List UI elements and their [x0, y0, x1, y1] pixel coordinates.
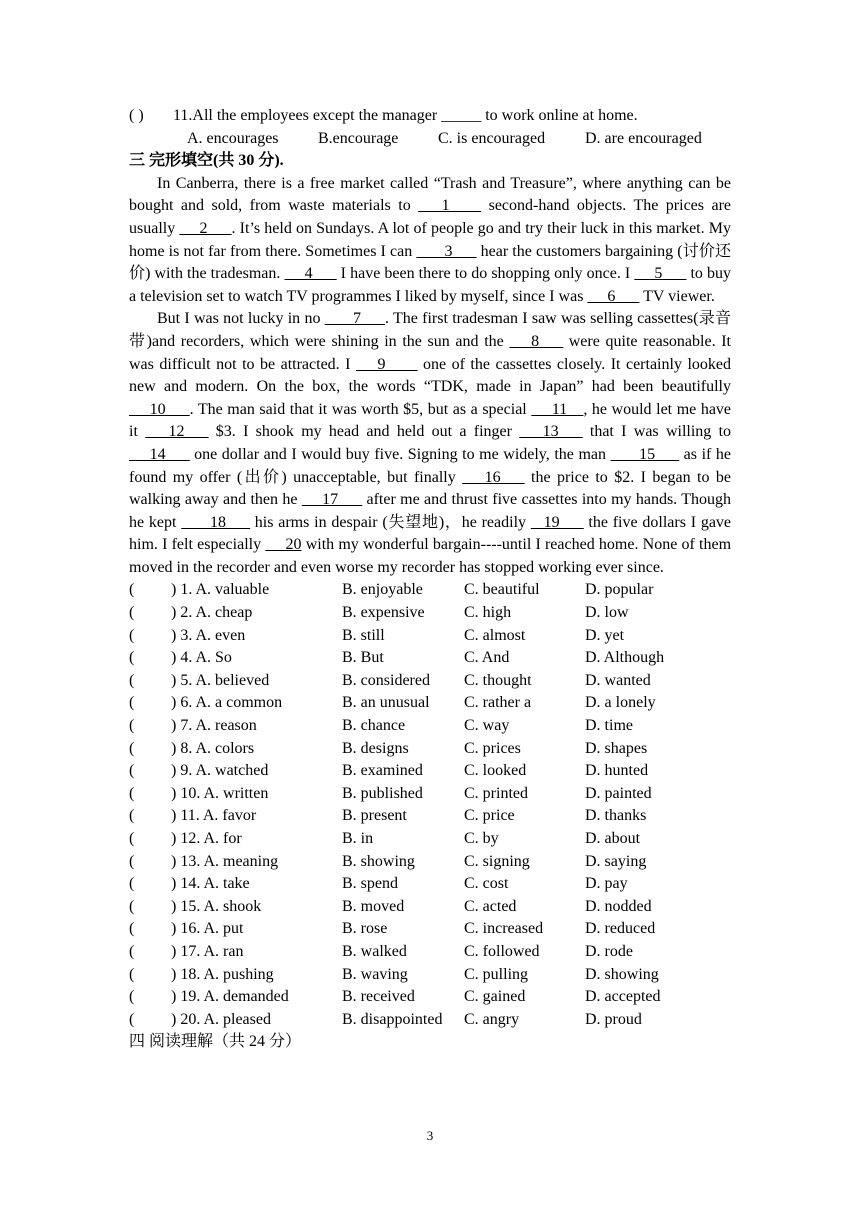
passage-text: with my wonderful bargain----until I reached home. None of them moved in the recorder and even worse my recorder has stopped working ever since.	[129, 536, 732, 576]
option-a-text: A. even	[195, 626, 246, 644]
answer-paren: (	[129, 581, 135, 599]
answer-paren: (	[129, 942, 135, 960]
option-b: B. rose	[342, 920, 388, 938]
answer-paren: (	[129, 717, 135, 735]
option-d: D. wanted	[585, 671, 651, 689]
option-c: C. way	[464, 717, 510, 735]
option-b: B. spend	[342, 875, 398, 893]
cloze-blank: __11__	[531, 400, 584, 418]
option-c: C. signing	[464, 852, 530, 870]
option-a: ) 1. A. valuable	[171, 581, 270, 599]
question-number: 5	[180, 671, 189, 689]
option-a-text: A. pleased	[203, 1010, 271, 1028]
passage-text: second-hand objects. The prices are usually	[129, 197, 732, 237]
passage-text: his arms in despair (失望地)，he readily	[250, 513, 531, 531]
question-number: 18	[180, 965, 197, 983]
option-a: ) 10. A. written	[171, 784, 269, 802]
cloze-blank: _19___	[530, 513, 584, 531]
cloze-blank: __4___	[284, 265, 337, 283]
passage-text: , he would let me have it	[129, 400, 732, 441]
option-a: ) 7. A. reason	[171, 717, 257, 735]
question-row	[129, 896, 731, 919]
passage-text: . The man said that it was worth $5, but as a special	[189, 400, 532, 418]
question-row	[129, 851, 731, 874]
cloze-blank: __5___	[634, 265, 687, 283]
option-b: B. still	[342, 626, 385, 644]
cloze-blank: __2___	[179, 219, 232, 237]
option-a-text: A. colors	[195, 739, 255, 757]
option-a: ) 8. A. colors	[171, 739, 255, 757]
passage-text: I have been there to do shopping only once. I	[336, 265, 635, 283]
option-c: C. high	[464, 604, 512, 622]
answer-paren: (	[129, 604, 135, 622]
question-row	[129, 647, 731, 670]
option-c: C. prices	[464, 739, 521, 757]
question-number: 3	[180, 626, 189, 644]
answer-paren: (	[129, 1010, 135, 1028]
question-row	[129, 692, 731, 715]
answer-paren: (	[129, 694, 135, 712]
option-a: ) 17. A. ran	[171, 942, 244, 960]
answer-paren: (	[129, 671, 135, 689]
question-11-options	[129, 128, 731, 151]
option-a: ) 4. A. So	[171, 649, 232, 667]
question-11-grammar	[129, 105, 731, 128]
option-a-text: A. meaning	[203, 852, 279, 870]
option-b: B. in	[342, 830, 374, 847]
option-c: C. is encouraged	[438, 129, 546, 147]
cloze-blank: ___18___	[181, 513, 251, 531]
answer-paren: (	[129, 897, 135, 915]
passage-text: one of the cassettes closely. It certainly looked new and modern. On the box, the words “TDK, made in Japan” had been beautifully	[129, 355, 731, 396]
option-a-text: A. demanded	[203, 988, 289, 1006]
option-c: C. acted	[464, 897, 517, 915]
option-b: B. enjoyable	[342, 581, 423, 599]
cloze-blank: __1___	[418, 197, 482, 215]
cloze-blank: ___3___	[416, 242, 477, 260]
section-3-title: 三 完形填空(共 30 分).	[129, 152, 284, 170]
question-number: 20	[180, 1010, 197, 1028]
option-b: B. present	[342, 807, 407, 825]
question-row	[129, 873, 731, 896]
question-number: 19	[180, 988, 197, 1006]
cloze-passage	[129, 173, 731, 580]
question-row	[129, 964, 731, 987]
option-d: D. a lonely	[585, 694, 656, 712]
passage-text: . The first tradesman I saw was selling cassettes(录音带)and recorders, which were shining in the sun and the	[129, 310, 731, 350]
option-b: B. chance	[342, 717, 406, 735]
question-number: 9	[180, 762, 189, 780]
option-a: ) 20. A. pleased	[171, 1010, 271, 1028]
option-a-text: A. cheap	[195, 604, 253, 622]
option-b: B. But	[342, 649, 384, 667]
option-a-text: A. reason	[195, 717, 257, 735]
cloze-blank: __9____	[356, 355, 418, 373]
question-row	[129, 986, 731, 1009]
option-b: B.encourage	[318, 129, 399, 147]
passage-text: the price to $2. I began to be walking away and then he	[129, 468, 731, 509]
passage-text: the five dollars I gave him. I felt especially	[129, 513, 732, 554]
question-number: 17	[180, 942, 197, 960]
option-a: ) 11. A. favor	[171, 807, 257, 825]
cloze-blank: __16___	[462, 468, 525, 486]
option-d: D. pay	[585, 875, 628, 893]
option-c: C. price	[464, 807, 515, 825]
option-a-text: A. favor	[202, 807, 257, 825]
answer-paren: (	[129, 830, 135, 847]
question-row	[129, 579, 731, 602]
question-number: 16	[180, 920, 197, 938]
answer-paren: (	[129, 739, 135, 757]
passage-text: after me and thrust five cassettes into my hands. Though he kept	[129, 491, 732, 531]
answer-paren: (	[129, 988, 135, 1006]
passage-paragraph-2	[129, 308, 731, 579]
option-b: B. disappointed	[342, 1010, 443, 1028]
passage-text: . It’s held on Sundays. A lot of people go and try their luck in this market. My home is not far from there. Sometimes I can	[129, 219, 732, 260]
option-c: C. looked	[464, 762, 527, 780]
answer-paren: (	[129, 875, 135, 893]
question-number: 14	[180, 875, 197, 893]
option-b: B. considered	[342, 671, 430, 689]
option-d: D. painted	[585, 784, 652, 802]
option-d: D. popular	[585, 581, 654, 599]
question-number: 8	[180, 739, 189, 757]
option-b: B. moved	[342, 897, 405, 915]
option-a-text: A. ran	[203, 942, 244, 960]
option-d: D. saying	[585, 852, 647, 870]
option-a: ) 6. A. a common	[171, 694, 283, 712]
option-c: C. printed	[464, 784, 528, 802]
answer-paren: (	[129, 649, 135, 667]
cloze-blank: __6___	[587, 287, 640, 305]
option-d: D. are encouraged	[585, 129, 702, 147]
option-c: C. cost	[464, 875, 509, 893]
passage-text: hear the customers bargaining (讨价还价) with the tradesman.	[129, 242, 731, 283]
answer-paren: (	[129, 807, 135, 825]
answer-paren: (	[129, 626, 135, 644]
option-a: ) 19. A. demanded	[171, 988, 289, 1006]
answer-paren: (	[129, 852, 135, 870]
option-c: C. pulling	[464, 965, 529, 983]
option-a: A. encourages	[187, 129, 279, 147]
option-a-text: A. shook	[203, 897, 262, 915]
question-number: 12	[180, 830, 197, 847]
option-a-text: A. take	[203, 875, 250, 893]
cloze-question-list	[129, 579, 731, 1031]
option-d: D. shapes	[585, 739, 648, 757]
answer-paren: (	[129, 784, 135, 802]
question-number: 6	[180, 694, 189, 712]
option-d: D. low	[585, 604, 629, 622]
cloze-blank: __13___	[519, 423, 583, 441]
option-d: D. rode	[585, 942, 633, 960]
option-d: D. hunted	[585, 762, 649, 780]
question-number: 7	[180, 717, 189, 735]
option-b: B. expensive	[342, 604, 425, 622]
option-b: B. waving	[342, 965, 408, 983]
passage-paragraph-1	[129, 173, 731, 309]
cloze-blank: __14___	[129, 445, 190, 463]
option-d: D. showing	[585, 965, 659, 983]
option-a-text: A. pushing	[203, 965, 274, 983]
page-number: 3	[426, 1128, 434, 1143]
passage-text: to buy a television set to watch TV programmes I liked by myself, since I was	[129, 265, 732, 305]
option-a-text: A. So	[195, 649, 232, 667]
question-stem: 11.All the employees except the manager _____ to work online at home.	[173, 107, 638, 124]
question-number: 15	[180, 897, 197, 915]
option-a: ) 13. A. meaning	[171, 852, 279, 870]
option-c: C. And	[464, 649, 510, 667]
option-a: ) 12. A. for	[171, 830, 242, 847]
option-d: D. time	[585, 717, 633, 735]
option-d: D. reduced	[585, 920, 656, 938]
option-c: C. followed	[464, 942, 540, 960]
question-number: 1	[180, 581, 189, 599]
cloze-blank: ___7___	[324, 310, 386, 328]
option-b: B. designs	[342, 739, 409, 757]
option-d: D. thanks	[585, 807, 647, 825]
option-a: ) 5. A. believed	[171, 671, 270, 689]
option-a: ) 18. A. pushing	[171, 965, 274, 983]
cloze-blank: ___15___	[610, 445, 680, 463]
option-c: C. increased	[464, 920, 544, 938]
answer-paren: (	[129, 920, 135, 938]
option-b: B. an unusual	[342, 694, 430, 712]
option-d: D. nodded	[585, 897, 652, 915]
option-c: C. angry	[464, 1010, 520, 1028]
answer-paren: ( )	[129, 107, 144, 124]
question-row	[129, 783, 731, 806]
question-row	[129, 715, 731, 738]
question-row	[129, 1009, 731, 1032]
option-d: D. accepted	[585, 988, 661, 1006]
option-a: ) 15. A. shook	[171, 897, 262, 915]
question-number: 11	[180, 807, 196, 825]
option-b: B. walked	[342, 942, 407, 960]
cloze-blank: __10___	[129, 400, 190, 418]
option-a: ) 16. A. put	[171, 920, 244, 938]
question-number: 2	[180, 604, 189, 622]
question-number: 13	[180, 852, 197, 870]
cloze-blank: __17___	[301, 491, 363, 509]
option-a: ) 2. A. cheap	[171, 604, 253, 622]
page-content	[129, 105, 731, 1054]
option-d: D. yet	[585, 626, 625, 644]
question-row	[129, 941, 731, 964]
passage-text: one dollar and I would buy five. Signing to me widely, the man	[189, 445, 611, 463]
option-a: ) 14. A. take	[171, 875, 250, 893]
option-a-text: A. for	[203, 830, 242, 847]
passage-text: In Canberra, there is a free market called “Trash and Treasure”, where anything can be bought and sold, from waste materials to	[129, 174, 731, 215]
cloze-blank: __20	[265, 536, 302, 554]
question-row	[129, 625, 731, 648]
passage-text: $3. I shook my head and held out a finger	[208, 423, 520, 441]
question-row	[129, 828, 731, 851]
cloze-blank: __12___	[145, 423, 209, 441]
option-c: C. by	[464, 830, 499, 847]
question-row	[129, 670, 731, 693]
passage-text: were quite reasonable. It was difficult not to be attracted. I	[129, 332, 732, 373]
question-number: 4	[180, 649, 189, 667]
option-c: C. beautiful	[464, 581, 540, 599]
option-c: C. thought	[464, 671, 532, 689]
answer-paren: (	[129, 762, 135, 780]
answer-paren: (	[129, 965, 135, 983]
option-a: ) 3. A. even	[171, 626, 246, 644]
section-4-title: 四 阅读理解（共 24 分）	[129, 1033, 302, 1051]
option-d: D. about	[585, 830, 641, 847]
question-row	[129, 602, 731, 625]
question-number: 10	[180, 784, 197, 802]
option-c: C. gained	[464, 988, 526, 1006]
option-c: C. rather a	[464, 694, 532, 712]
option-b: B. received	[342, 988, 415, 1006]
question-row	[129, 738, 731, 761]
option-a-text: A. a common	[195, 694, 283, 712]
option-d: D. proud	[585, 1010, 642, 1028]
cloze-blank: __8___	[509, 332, 564, 350]
option-d: D. Although	[585, 649, 665, 667]
option-a-text: A. believed	[195, 671, 270, 689]
option-c: C. almost	[464, 626, 526, 644]
option-a: ) 9. A. watched	[171, 762, 269, 780]
passage-text: TV viewer.	[639, 287, 715, 305]
passage-text: But I was not lucky in no	[157, 310, 325, 328]
option-b: B. published	[342, 784, 423, 802]
option-b: B. showing	[342, 852, 415, 870]
option-a-text: A. written	[203, 784, 269, 802]
option-a-text: A. valuable	[195, 581, 270, 599]
passage-text: as if he found my offer (出价) unacceptable, but finally	[129, 445, 731, 486]
passage-text: that I was willing to	[582, 423, 732, 441]
question-row	[129, 760, 731, 783]
question-row	[129, 918, 731, 941]
option-a-text: A. put	[203, 920, 244, 938]
question-row	[129, 805, 731, 828]
option-b: B. examined	[342, 762, 423, 780]
option-a-text: A. watched	[195, 762, 269, 780]
